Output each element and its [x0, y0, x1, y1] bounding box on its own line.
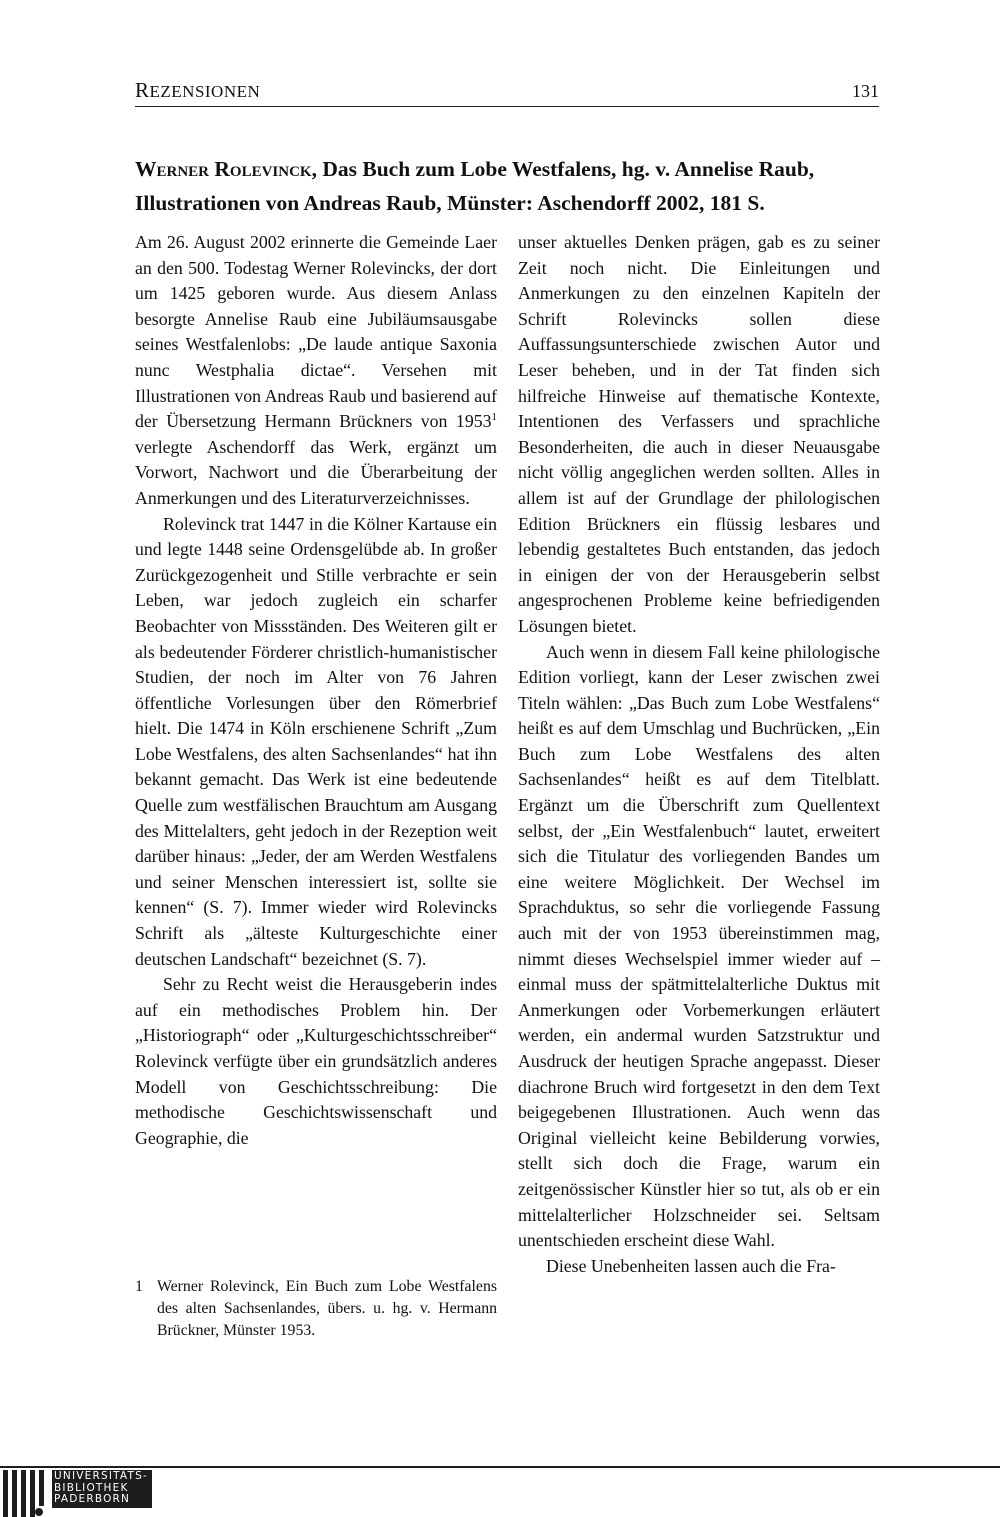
library-name: UNIVERSITÄTS- BIBLIOTHEK PADERBORN [52, 1470, 152, 1508]
footnote-text: Werner Rolevinck, Ein Buch zum Lobe Westfalens des alten Sachsenlandes, übers. u. hg. v. Hermann Brückner, Münster 1953. [157, 1278, 497, 1339]
footnote-reference: 1 [491, 411, 497, 424]
running-head [135, 78, 879, 107]
left-paragraph-2: Rolevinck trat 1447 in die Kölner Kartause ein und legte 1448 seine Ordensgelübde ab. In großer Zurückgezogenheit und Stille verbrachte er sein Leben, war jedoch zugleich ein scharfer Beobachter von Missständen. Des Weiteren gilt er als bedeutender Förderer christlich-humanistischer Studien, der noch im Alter von 76 Jahren öffentliche Vorlesungen über den Römerbrief hielt. Die 1474 in Köln erschienene Schrift „Zum Lobe Westfalens, des alten Sachsenlandes“ hat ihn bekannt gemacht. Das Werk ist eine bedeutende Quelle zum westfälischen Brauchtum am Ausgang des Mittelalters, geht jedoch in der Rezeption weit darüber hinaus: „Jeder, der am Werden Westfalens und seiner Menschen interessiert ist, sollte sie kennen“ (S. 7). Immer wieder wird Rolevincks Schrift als „älteste Kulturgeschichte einer deutschen Landschaft“ bezeichnet (S. 7). [135, 513, 497, 969]
section-title: REZENSIONEN [135, 78, 261, 102]
right-paragraph-2: Auch wenn in diesem Fall keine philologische Edition vorliegt, kann der Leser zwischen zwei Titeln wählen: „Das Buch zum Lobe Westfalens“ heißt es auf dem Umschlag und Buchrücken, „Ein Buch zum Lobe Westfalens des alten Sachsenlandes“ heißt es auf dem Titelblatt. Ergänzt um die Überschrift zum Quellentext selbst, der „Ein Westfalenbuch“ lautet, erweitert sich die Titulatur des vorliegenden Bandes um eine weitere Möglichkeit. Der Wechsel im Sprachduktus, so sehr die vorliegende Fassung auch mit der von 1953 übereinstimmen mag, nimmt dieses Wechselspiel immer wieder auf – einmal muss der spätmittelalterliche Duktus mit Anmerkungen oder Vorbemerkungen erläutert werden, ein andermal wurden Satzstruktur und Ausdruck der heutigen Sprache angepasst. Dieser diachrone Bruch wird fortgesetzt in den dem Text beigegebenen Illustrationen. Auch wenn das Original vielleicht keine Bebilderung vorwies, stellt sich doch die Frage, warum ein zeitgenössischer Künstler hier so tut, als ob er ein mittelalterlicher Holzschneider sei. Seltsam unentschieden erscheint diese Wahl. [518, 641, 880, 1251]
left-column [135, 230, 497, 1151]
review-title [135, 152, 879, 220]
right-column [518, 230, 880, 1279]
author-last-name: Rolevinck, [214, 157, 317, 181]
footer-rule [0, 1466, 1000, 1468]
author-first-name: Werner [135, 157, 210, 181]
right-paragraph-1: unser aktuelles Denken prägen, gab es zu seiner Zeit noch nicht. Die Einleitungen und Anmerkungen zu den einzelnen Kapiteln der Schrift Rolevincks sollen diese Auffassungsunterschiede zwischen Autor und Leser beheben, und in der Tat finden sich hilfreiche Hinweise auf thematische Kontexte, Intentionen des Verfassers und sprachliche Besonderheiten, die auch in dieser Neuausgabe nicht völlig angeglichen werden sollten. Alles in allem ist auf der Grundlage der philologischen Edition Brückners ein flüssig lesbares und lebendig gestaltetes Buch entstanden, das jedoch in einigen der von der Herausgeberin selbst angesprochenen Probleme keine befriedigenden Lösungen bietet. [518, 232, 880, 636]
library-footer [0, 1466, 1000, 1517]
footnote-number: 1 [135, 1278, 143, 1295]
footnotes [135, 1276, 497, 1342]
left-paragraph-3: Sehr zu Recht weist die Herausgeberin indes auf ein methodisches Problem hin. Der „Historiograph“ oder „Kulturgeschichtsschreiber“ Rolevinck verfügte über ein grundsätzlich anderes Modell von Geschichtsschreibung: Die methodische Geschichtswissenschaft und Geographie, die [135, 974, 497, 1148]
left-paragraph-1: Am 26. August 2002 erinnerte die Gemeinde Laer an den 500. Todestag Werner Rolevincks, der dort um 1425 geboren wurde. Aus diesem Anlass besorgte Annelise Raub eine Jubiläumsausgabe seines Westfalenlobs: „De laude antique Saxonia nunc Westphalia dictae“. Versehen mit Illustrationen von Andreas Raub und basierend auf der Übersetzung Hermann Brückners von 1953$^1$ verlegte Aschendorff das Werk, ergänzt um Vorwort, Nachwort und die Überarbeitung der Anmerkungen und des Literaturverzeichnisses. [135, 232, 497, 508]
right-paragraph-3: Diese Unebenheiten lassen auch die Fra- [546, 1255, 836, 1276]
page-number: 131 [852, 81, 879, 101]
footnote [135, 1276, 497, 1342]
library-logo-icon [0, 1466, 52, 1517]
book-bibliographic-info: Das Buch zum Lobe Westfalens, hg. v. Annelise Raub, Illustrationen von Andreas Raub, Münster: Aschendorff 2002, 181 S. [135, 157, 815, 215]
